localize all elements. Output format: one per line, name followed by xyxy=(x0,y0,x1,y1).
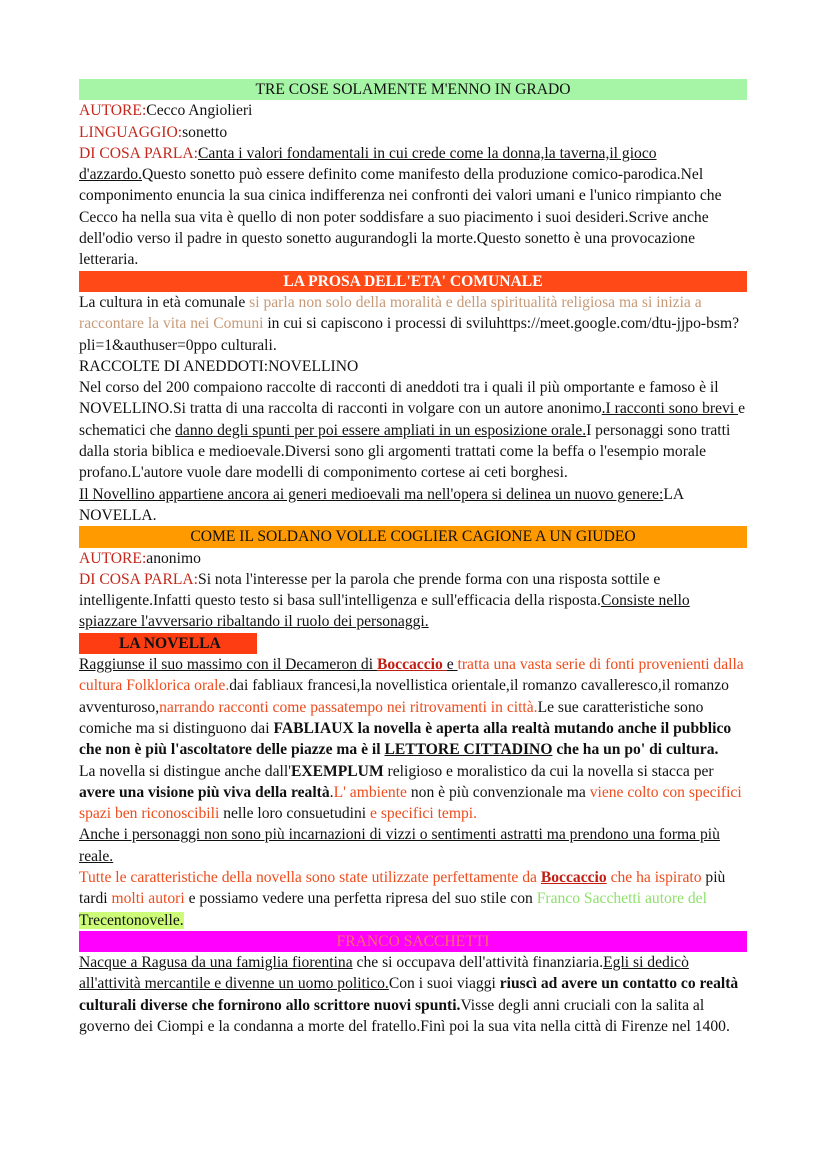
novellino-paragraph xyxy=(79,377,751,483)
novella-p2-i: nelle loro consuetudini xyxy=(219,805,371,823)
novella-p2-e: . xyxy=(329,783,334,801)
sacchetti-s4: Con i suoi viaggi xyxy=(388,975,500,993)
novella-p2-g: non è più convenzionale ma xyxy=(406,783,590,801)
title-novella: LA NOVELLA xyxy=(79,633,257,654)
novella-p2-h: viene colto con specifici spazi ben riconoscibili xyxy=(79,783,742,823)
novellino-text-a: Nel corso del 200 compaiono raccolte di racconti di aneddoti tra i quali il più omportante e famoso è il NOVELLINO.Si tratta di una raccolta di racconti in volgare con un autore anonimo xyxy=(79,379,719,418)
boccaccio-link-2: Boccaccio xyxy=(540,868,607,886)
document-body xyxy=(79,79,751,1037)
novella-p4-a: Tutte le caratteristiche della novella sono state utilizzate perfettamente da xyxy=(79,868,541,886)
autore-label: AUTORE: xyxy=(79,102,147,120)
novella-p4-d: più tardi xyxy=(79,868,726,908)
linguaggio-label: LINGUAGGIO: xyxy=(79,123,183,141)
dicosa-paragraph-2 xyxy=(79,569,751,633)
novella-s4: dai fabliaux francesi,la novellistica orientale,il romanzo cavalleresco,il romanzo avventuroso, xyxy=(79,677,729,716)
genere-text-b: LA NOVELLA. xyxy=(79,485,684,524)
novella-paragraph-1 xyxy=(79,654,751,760)
dicosa-underlined: Canta i valori fondamentali in cui crede come la donna,la taverna,il gioco d'azzardo. xyxy=(79,144,657,184)
novellino-text-b: .I racconti sono brevi xyxy=(601,400,739,418)
novella-p4-c: che ha ispirato xyxy=(606,868,702,886)
novella-p2-c: religioso e moralistico da cui la novella si stacca per xyxy=(383,762,714,780)
novella-s9: che ha un po' di cultura. xyxy=(552,741,719,759)
novella-p2-d: avere una visione più viva della realtà xyxy=(79,783,330,801)
novella-p4-g: Franco Sacchetti autore del xyxy=(536,890,707,908)
linguaggio-line xyxy=(79,122,751,143)
novella-s1: Raggiunse il suo massimo con il Decameron di xyxy=(79,656,377,674)
title-sacchetti: FRANCO SACCHETTI xyxy=(79,931,747,952)
linguaggio-value: sonetto xyxy=(182,123,228,141)
sacchetti-s6: Visse degli anni cruciali con la salita al governo dei Ciompi e la condanna a morte del fratello.Finì poi la sua vita nella città di Firenze nel 1400. xyxy=(79,996,730,1036)
genere-paragraph xyxy=(79,484,751,527)
cultura-paragraph xyxy=(79,292,751,356)
genere-text-a: Il Novellino appartiene ancora ai generi medioevali ma nell'opera si delinea un nuovo genere: xyxy=(79,485,664,503)
cultura-text-highlight: si parla non solo della moralità e della spiritualità religiosa ma si inizia a raccontare la vita nei Comuni xyxy=(79,293,702,333)
novella-paragraph-4 xyxy=(79,867,751,931)
dicosa-underlined-2: Consiste nello spiazzare l'avversario ribaltando il ruolo dei personaggi. xyxy=(79,592,690,631)
raccolte-heading: RACCOLTE DI ANEDDOTI:NOVELLINO xyxy=(79,357,359,375)
dicosa-text-2: Si nota l'interesse per la parola che prende forma con una risposta sottile e intelligente.Infatti questo testo si basa sull'intelligenza e sull'efficacia della risposta. xyxy=(79,570,661,610)
autore-label-2: AUTORE: xyxy=(79,549,147,567)
dicosa-label: DI COSA PARLA: xyxy=(79,144,199,162)
dicosa-rest: Questo sonetto può essere definito come manifesto della produzione comico-parodica.Nel componimento enuncia la sua cinica indifferenza nei confronti dei valori umani e l'unico rimpianto che Cecco ha nella sua vita è quello di non poter soddisfare a suo piacimento i suoi desideri.Scrive anche dell'odio verso il padre in questo sonetto augurandogli la morte.Questo sonetto è una provocazione letteraria. xyxy=(79,166,722,269)
novella-s5: narrando racconti come passatempo nei ritrovamenti in città. xyxy=(159,698,538,716)
novella-p2-f: L' ambiente xyxy=(333,783,407,801)
sacchetti-s1: Nacque a Ragusa da una famiglia fiorentina xyxy=(79,954,353,972)
cultura-text-a: La cultura in età comunale xyxy=(79,293,250,311)
novella-p4-f: e possiamo vedere una perfetta ripresa del suo stile con xyxy=(184,890,537,908)
novella-p2-j: e specifici tempi. xyxy=(370,805,477,823)
dicosa-paragraph xyxy=(79,143,751,271)
autore-value: Cecco Angiolieri xyxy=(146,102,253,120)
autore-line xyxy=(79,100,751,121)
novella-p2-a: La novella si distingue anche dall' xyxy=(79,762,291,780)
dicosa-label-2: DI COSA PARLA: xyxy=(79,570,199,588)
title-tre-cose: TRE COSE SOLAMENTE M'ENNO IN GRADO xyxy=(79,79,747,100)
title-prosa-comunale: LA PROSA DELL'ETA' COMUNALE xyxy=(79,271,747,292)
autore-value-2: anonimo xyxy=(146,549,201,567)
autore-line-2 xyxy=(79,548,751,569)
boccaccio-link: Boccaccio xyxy=(376,656,447,674)
cultura-text-c: in cui si capiscono i processi di sviluhttps://meet.google.com/dtu-jjpo-bsm?pli=1&authuser=0ppo culturali. xyxy=(79,315,739,354)
sacchetti-paragraph xyxy=(79,952,751,1037)
exemplum: EXEMPLUM xyxy=(290,762,384,780)
novellino-text-d: danno degli spunti per poi essere ampliati in un esposizione orale. xyxy=(175,421,587,439)
novella-paragraph-2 xyxy=(79,761,751,825)
novella-s3: tratta una vasta serie di fonti provenienti dalla cultura Folklorica orale. xyxy=(79,656,744,695)
lettore-cittadino: LETTORE CITTADINO xyxy=(384,741,553,759)
novella-p4-e: molti autori xyxy=(111,890,185,908)
novella-s7: FABLIAUX la novella è aperta alla realtà mutando anche il pubblico che non è più l'ascoltatore delle piazze ma è il xyxy=(79,719,732,759)
novella-s6: Le sue caratteristiche sono comiche ma si distinguono dai xyxy=(79,698,704,737)
novellino-text-c: e schematici che xyxy=(79,400,745,439)
trecentonovelle: Trecentonovelle. xyxy=(79,911,184,929)
novella-paragraph-3: Anche i personaggi non sono più incarnazioni di vizzi o sentimenti astratti ma prendono una forma più reale. xyxy=(79,826,720,865)
sacchetti-s5: riuscì ad avere un contatto co realtà culturali diverse che fornirono allo scrittore nuovi spunti. xyxy=(79,975,739,1014)
novella-s2: e xyxy=(446,656,458,674)
novellino-text-e: I personaggi sono tratti dalla storia biblica e medioevale.Diversi sono gli argomenti trattati come la beffa o l'esempio morale profano.L'autore vuole dare modelli di componimento cortese ai ceti borghesi. xyxy=(79,421,731,482)
novella-heading-row xyxy=(79,633,751,654)
sacchetti-s3: Egli si dedicò all'attività mercantile e divenne un uomo politico. xyxy=(79,954,689,993)
sacchetti-s2: che si occupava dell'attività finanziaria. xyxy=(352,954,604,972)
title-soldano: COME IL SOLDANO VOLLE COGLIER CAGIONE A UN GIUDEO xyxy=(79,526,747,547)
